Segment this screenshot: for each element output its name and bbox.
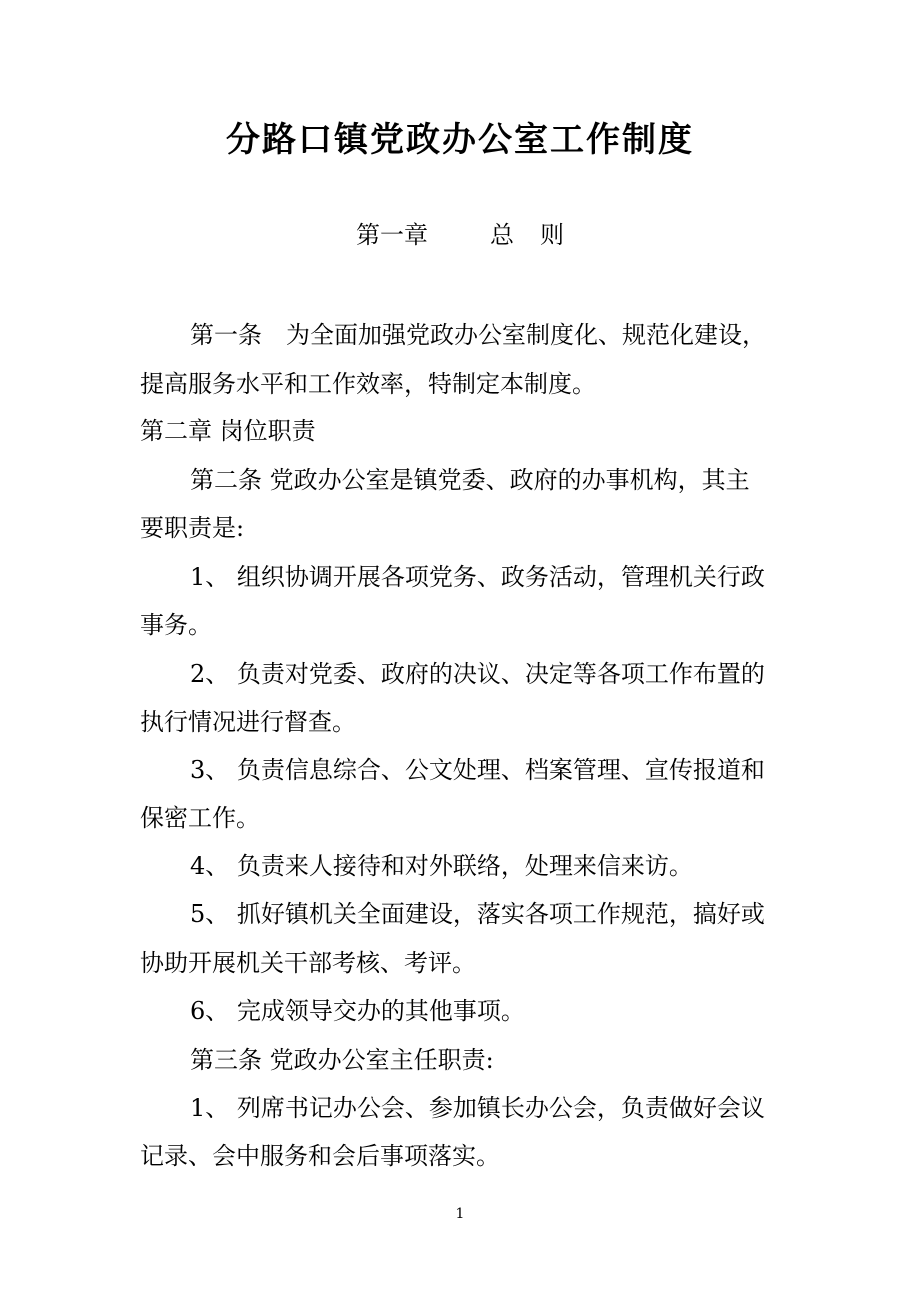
duty-6-line-1: 6、 完成领导交办的其他事项。 — [190, 997, 525, 1025]
article-1-line-1: 第一条 为全面加强党政办公室制度化、规范化建设， — [190, 321, 766, 349]
duty-1-line-2: 事务。 — [140, 611, 212, 639]
duty-3-line-1: 3、 负责信息综合、公文处理、档案管理、宣传报道和 — [190, 756, 765, 784]
director-duty-1-line-1: 1、 列席书记办公会、参加镇长办公会，负责做好会议 — [190, 1094, 765, 1122]
document-title: 分路口镇党政办公室工作制度 — [226, 120, 694, 160]
article-3-line-1: 第三条 党政办公室主任职责: — [190, 1046, 494, 1074]
duty-5-line-1: 5、 抓好镇机关全面建设，落实各项工作规范，搞好或 — [190, 900, 765, 928]
article-2-line-2: 要职责是: — [140, 514, 245, 542]
duty-3-line-2: 保密工作。 — [140, 804, 260, 832]
chapter-word-1: 总 — [490, 221, 514, 249]
page-number: 1 — [455, 1206, 465, 1222]
chapter-word-2: 则 — [540, 221, 564, 249]
chapter-label: 第一章 — [356, 221, 428, 249]
chapter-2-heading: 第二章 岗位职责 — [140, 417, 316, 445]
article-1-line-2: 提高服务水平和工作效率，特制定本制度。 — [140, 370, 596, 398]
director-duty-1-line-2: 记录、会中服务和会后事项落实。 — [140, 1142, 500, 1170]
duty-2-line-2: 执行情况进行督查。 — [140, 708, 356, 736]
duty-4-line-1: 4、 负责来人接待和对外联络，处理来信来访。 — [190, 852, 693, 880]
article-2-line-1: 第二条 党政办公室是镇党委、政府的办事机构，其主 — [190, 466, 750, 494]
duty-2-line-1: 2、 负责对党委、政府的决议、决定等各项工作布置的 — [190, 660, 765, 688]
chapter-heading — [0, 215, 920, 250]
duty-5-line-2: 协助开展机关干部考核、考评。 — [140, 949, 476, 977]
duty-1-line-1: 1、 组织协调开展各项党务、政务活动，管理机关行政 — [190, 563, 765, 591]
